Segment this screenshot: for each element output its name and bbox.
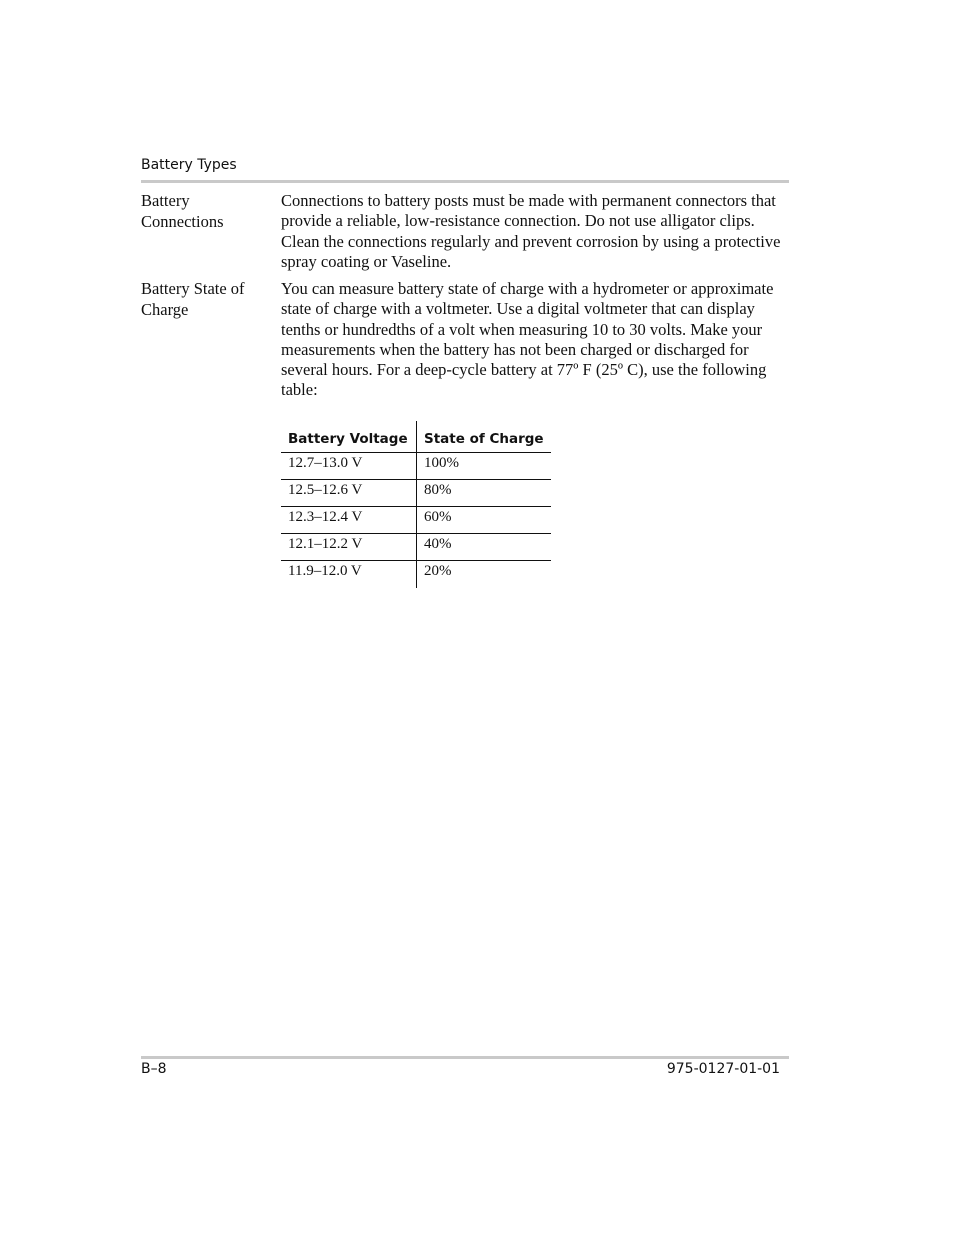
running-header: Battery Types [141, 157, 237, 173]
column-header-state-of-charge: State of Charge [417, 421, 552, 453]
charge-cell: 20% [424, 563, 452, 579]
term-battery-state-of-charge [141, 279, 271, 320]
document-number: 975-0127-01-01 [666, 1061, 780, 1077]
charge-cell: 80% [417, 480, 552, 507]
term-line: Charge [141, 299, 189, 319]
voltage-cell: 12.5–12.6 V [281, 480, 417, 507]
voltage-cell: 11.9–12.0 V [281, 561, 417, 588]
footer-rule [141, 1056, 789, 1059]
term-line: Battery [141, 191, 190, 210]
page-number: B–8 [141, 1061, 167, 1077]
term-line: Battery State of [141, 279, 245, 298]
voltage-cell: 12.7–13.0 V [281, 453, 417, 480]
description-battery-connections: Connections to battery posts must be made with permanent connectors that provide a reliable, low-resistance connection. Do not use alligator clips. Clean the connections regularly and prevent corrosion by using a protective spray coating or Vaseline. [281, 191, 781, 271]
column-header-battery-voltage: Battery Voltage [281, 421, 417, 453]
table-row [281, 507, 551, 534]
table-row [281, 480, 551, 507]
term-line: Connections [141, 211, 224, 231]
term-battery-connections [141, 191, 271, 232]
table-header-row [281, 421, 551, 453]
description-battery-state-of-charge: You can measure battery state of charge with a hydrometer or approximate state of charge with a voltmeter. Use a digital voltmeter that can display tenths or hundredths of a volt when measuring 10 to 30 volts. Make your measurements when the battery has not been charged or discharged for several hours. For a deep-cycle battery at 77º F (25º C), use the following table: [281, 279, 774, 400]
voltage-cell: 12.3–12.4 V [281, 507, 417, 534]
header-rule [141, 180, 789, 183]
table-row [281, 561, 551, 588]
voltage-cell: 12.1–12.2 V [281, 534, 417, 561]
charge-cell: 40% [417, 534, 552, 561]
charge-cell: 60% [417, 507, 552, 534]
table-row [281, 453, 551, 480]
charge-cell: 100% [417, 453, 552, 480]
state-of-charge-table [281, 421, 551, 588]
table-row [281, 534, 551, 561]
